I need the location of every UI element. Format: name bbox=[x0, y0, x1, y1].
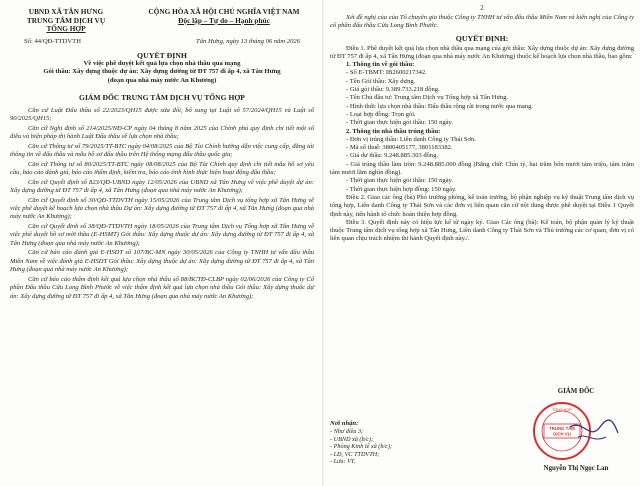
winner-info-item: - Mã số thuế: 3800405177, 3801183382. bbox=[346, 144, 453, 152]
legal-basis: Căn cứ Thông tư số 80/2025/TT-BTC ngày 08/08/2025 của Bộ Tài Chính quy định chi tiết mẫu hồ sơ yêu cầu, báo cáo đánh giá, báo cáo thẩm định, kiểm tra, báo cáo tình hình thực hiện hoạt động đấu thầu; bbox=[10, 160, 314, 177]
svg-text:DỊCH VỤ: DỊCH VỤ bbox=[553, 431, 571, 437]
legal-basis: Căn cứ Nghị định số 214/2025/NĐ-CP ngày 04 tháng 8 năm 2025 của Chính phủ quy định chi tiết một số điều và biện pháp thi hành Luật Đấu thầu về lựa chọn nhà thầu; bbox=[10, 124, 314, 141]
winner-info-item: - Thời gian thực hiện hợp đồng: 150 ngày. bbox=[346, 185, 457, 193]
recipient-item: - Như điều 3; bbox=[330, 428, 364, 436]
section-1-heading: 1. Thông tin về gói thầu: bbox=[346, 61, 415, 69]
bid-info-item: - Số E-TBMT: IB2600217342. bbox=[346, 69, 427, 77]
decision-subject-2: Gói thầu: Xây dựng thuộc dự án: Xây dựng đường từ ĐT 757 đi ấp 4, xã Tân Hưng bbox=[43, 68, 281, 76]
winner-info-item: - Đơn vị trúng thầu: Liên danh Công ty Thái Sơn. bbox=[346, 135, 476, 143]
signer-title: GIÁM ĐỐC bbox=[557, 388, 595, 395]
decide-heading: QUYẾT ĐỊNH: bbox=[455, 33, 509, 43]
legal-basis: Căn cứ Thông tư số 79/2025/TT-BTC ngày 04/08/2025 của Bộ Tài Chính hướng dẫn việc cung cấp, đăng tải thông tin về đấu thầu và mẫu hồ sơ đấu thầu trên Hệ thống mạng đấu thầu quốc gia; bbox=[10, 142, 314, 159]
decision-date: Tân Hưng, ngày 13 tháng 06 năm 2026 bbox=[196, 37, 300, 45]
legal-basis: Căn cứ báo cáo thẩm định kết quả lựa chọn nhà thầu số 88/BCTĐ-CLBP ngày 02/06/2026 của Công ty Cổ phần Đấu thầu Cửu Long Bình Phước về việc thẩm định kết quả lựa chọn nhà thầu Gói thầu: Xây dựng thuộc dự án: Xây dựng đường từ ĐT 757 đi ấp 4, xã Tân Hưng (đoạn qua nhà máy nước An Khương); bbox=[10, 275, 314, 300]
winner-info-item: - Thời gian thực hiện gói thầu: 150 ngày. bbox=[346, 177, 454, 185]
winner-info-item: - Giá trúng thầu làm tròn: 9.248.885.000 đồng (Bằng chữ: Chín tỷ, hai trăm bốn mươi tám triệu, tám trăm tám mươi lăm nghìn đồng). bbox=[330, 160, 634, 177]
signer-name: Nguyễn Thị Ngọc Lan bbox=[543, 465, 609, 472]
bid-info-item: - Hình thức lựa chọn nhà thầu: Đấu thầu rộng rãi trong nước qua mạng. bbox=[346, 102, 534, 110]
agency-line-2: TRUNG TÂM DỊCH VỤ bbox=[26, 15, 106, 25]
svg-text:TRUNG TÂM: TRUNG TÂM bbox=[549, 426, 575, 431]
seal-stamp-icon bbox=[528, 397, 624, 463]
recipient-item: - UBND xã (b/c); bbox=[330, 435, 374, 443]
nation-line-1: CỘNG HÒA XÃ HỘI CHỦ NGHĨA VIỆT NAM bbox=[148, 7, 300, 16]
decision-subject-1: Về việc phê duyệt kết quả lựa chọn nhà thầu qua mạng bbox=[83, 59, 241, 67]
page-number: 2 bbox=[480, 4, 484, 12]
decision-number: Số: 44/QĐ-TTDVTH bbox=[24, 37, 81, 45]
decision-subject-3: (đoạn qua nhà máy nước An Khương) bbox=[107, 76, 217, 84]
recipients-block bbox=[330, 414, 480, 466]
recipient-item: - Lưu: VT. bbox=[330, 458, 356, 466]
agency-line-1: UBND XÃ TÂN HƯNG bbox=[28, 7, 104, 16]
legal-basis: Căn cứ Quyết định số 38/QĐ-TTDVTH ngày 18/05/2026 của Trung tâm Dịch vụ Tổng hợp xã Tân Hưng về việc phê duyệt hồ sơ mời thầu (E-HSMT) Gói thầu: Xây dựng thuộc dự án: Xây dựng đường từ ĐT 757 đi ấp 4, xã Tân Hưng (đoạn qua nhà máy nước An Khương); bbox=[10, 222, 314, 247]
issuer-heading: GIÁM ĐỐC TRUNG TÂM DỊCH VỤ TỔNG HỢP bbox=[79, 93, 245, 102]
signature-block bbox=[522, 388, 630, 472]
nation-line-2: Độc lập – Tự do – Hạnh phúc bbox=[178, 15, 270, 25]
agency-line-3: TỔNG HỢP bbox=[46, 24, 86, 34]
bid-info-item: - Thời gian thực hiện gói thầu: 150 ngày. bbox=[346, 119, 454, 127]
svg-text:TỔNG HỢP: TỔNG HỢP bbox=[552, 408, 572, 412]
legal-basis: Căn cứ Quyết định số 823/QĐ-UBND ngày 12/05/2026 của UBND xã Tân Hưng về việc phê duyệt dự án: Xây dựng đường từ ĐT 757 đi ấp 4, xã Tân Hưng (đoạn qua nhà máy nước An Khương); bbox=[10, 178, 314, 195]
legal-basis: Căn cứ Luật Đấu thầu số 22/2023/QH15 được sửa đổi, bổ sung tại Luật số 57/2024/QH15 và Luật số 90/2025/QH15; bbox=[10, 107, 314, 123]
decision-title: QUYẾT ĐỊNH bbox=[137, 50, 187, 60]
agency-block bbox=[10, 8, 122, 34]
winner-info-item: - Giá dự thầu: 9.248.885.303 đồng. bbox=[346, 152, 439, 160]
official-seal bbox=[528, 397, 624, 463]
recipient-item: - LĐ, VC TTDVTH; bbox=[330, 450, 380, 458]
bid-info-item: - Loại hợp đồng: Trọn gói. bbox=[346, 110, 416, 118]
bid-info-item: - Giá gói thầu: 9.389.733.218 đồng. bbox=[346, 86, 440, 94]
national-motto bbox=[134, 8, 314, 34]
page-2 bbox=[324, 0, 640, 486]
number-date-row bbox=[10, 38, 314, 45]
article-1: Điều 1. Phê duyệt kết quả lựa chọn nhà thầu qua mạng của gói thầu: Xây dựng thuộc dự án: Xây dựng đường từ ĐT 757 đi ấp 4, xã Tân Hưng (đoạn qua nhà máy nước An Khương) thuộc kế hoạch lựa chọn nhà thầu, bao gồm: bbox=[330, 44, 634, 60]
recommendation-text: Xét đề nghị của của Tổ chuyên gia thuộc Công ty TNHH tư vấn đấu thầu Miền Nam và kiến nghị của Công ty cổ phần đấu thầu Cửu Long Bình Phước. bbox=[330, 14, 634, 30]
bid-info-item: - Tên Gói thầu: Xây dựng. bbox=[346, 77, 416, 85]
bid-info-item: - Tên Chủ đầu tư: Trung tâm Dịch vụ Tổng hợp xã Tân Hưng. bbox=[346, 94, 509, 102]
recipient-item: - Phòng Kinh tế xã (b/c); bbox=[330, 443, 393, 451]
article-2: Điều 2. Giao các ông (bà) Phó trưởng phòng, kế toán trưởng, bộ phận nghiệp vụ kỹ thuật Trung tâm dịch vụ tổng hợp, Liên danh Công ty Thái Sơn và các đơn vị liên quan căn cứ nội dung được phê duyệt tại Điều 1 Quyết định này, tiến hành tổ chức hoàn thiện hợp đồng. bbox=[330, 193, 634, 218]
legal-basis: Căn cứ báo cáo đánh giá E-HSDT số 107/BC-MN ngày 30/05/2026 của Công ty TNHH tư vấn đấu thầu Miền Nam về việc đánh giá E-HSDT Gói thầu: Xây dựng thuộc dự án: Xây dựng đường từ ĐT 757 đi ấp 4, xã Tân Hưng (đoạn qua nhà máy nước An Khương); bbox=[10, 249, 314, 274]
recipients-title: Nơi nhận: bbox=[330, 419, 359, 427]
article-3: Điều 3. Quyết định này có hiệu lực kể từ ngày ký. Giao Các ông (bà): Kế toán, bộ phận quản lý kỹ thuật thuộc Trung tâm dịch vụ tổng hợp xã Tân Hưng, Liên danh Công ty Thái Sơn và Thủ trưởng các cơ quan, đơn vị có liên quan chịu trách nhiệm thi hành Quyết định này./. bbox=[330, 218, 634, 243]
section-2-heading: 2. Thông tin nhà thầu trúng thầu: bbox=[346, 127, 441, 135]
legal-basis: Căn cứ Quyết định số 30/QĐ-TTDVTH ngày 15/05/2026 của Trung tâm Dịch vụ tổng hợp xã Tân Hưng về việc phê duyệt kế hoạch lựa chọn nhà thầu Dự án: Xây dựng đường từ ĐT 757 đi ấp 4, xã Tân Hưng (đoạn qua nhà máy nước An Khương); bbox=[10, 196, 314, 221]
document-header bbox=[10, 8, 314, 34]
